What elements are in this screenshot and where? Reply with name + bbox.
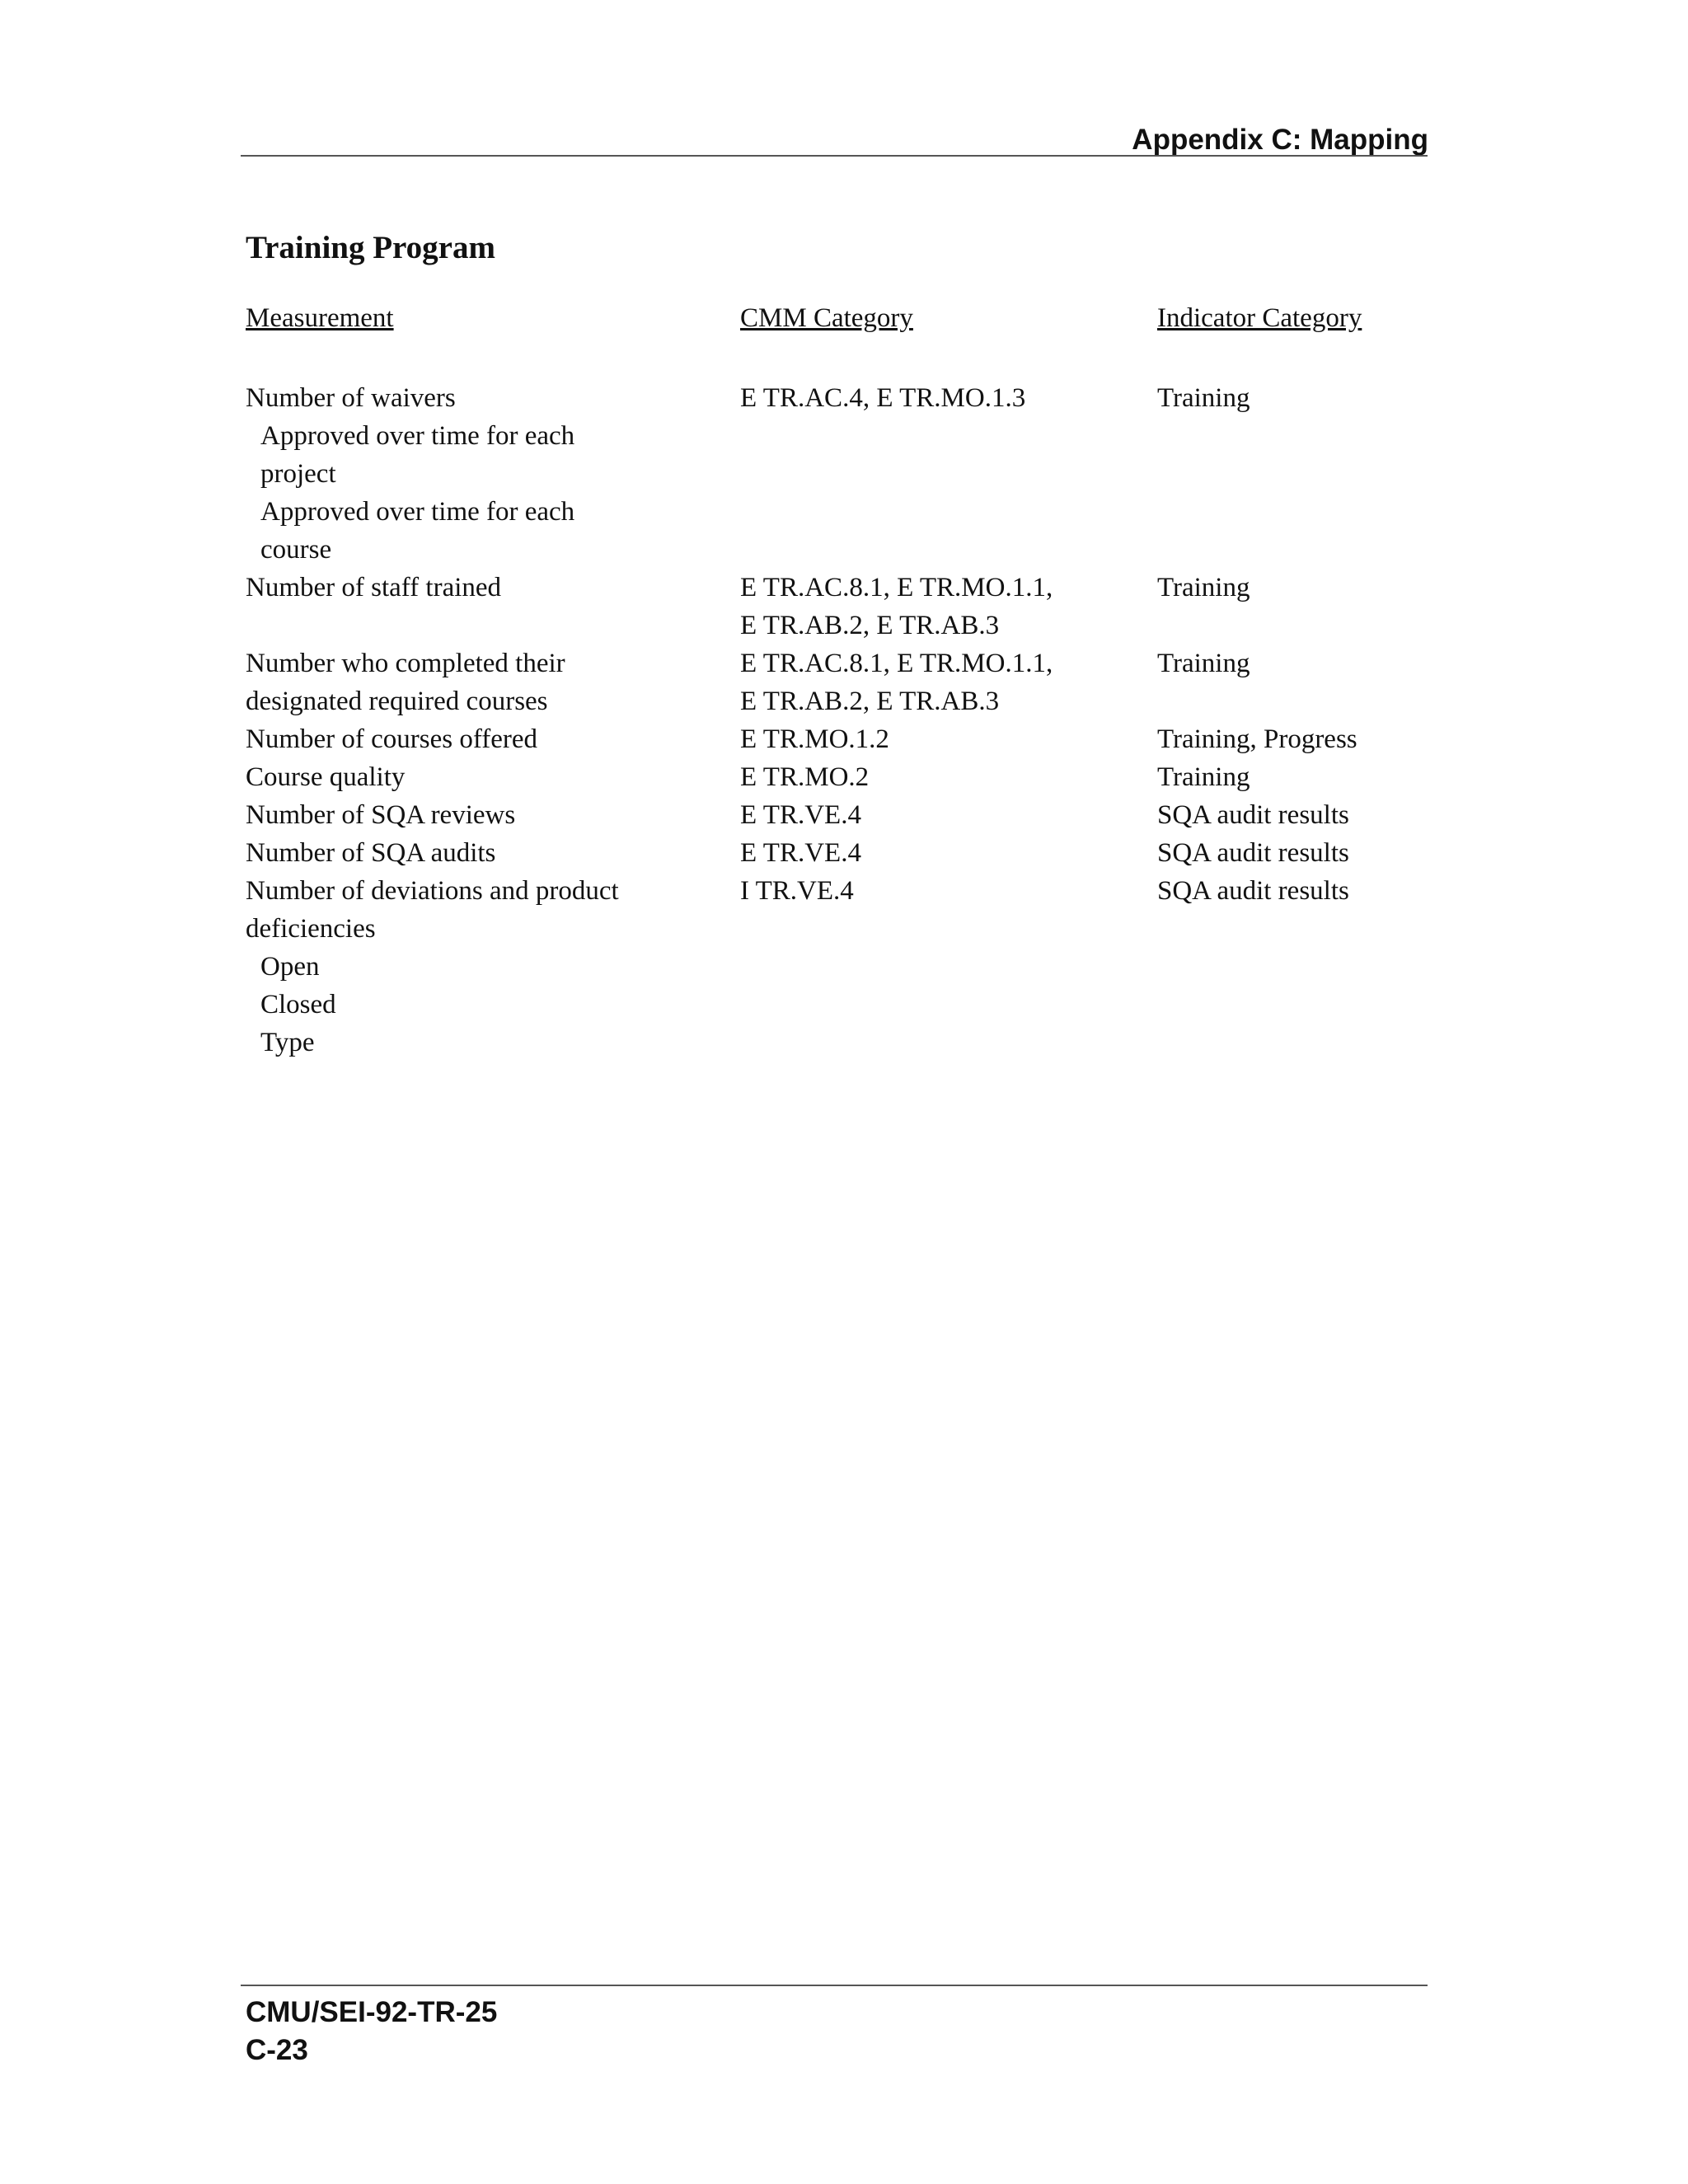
cmm-category-text: E TR.AC.4, E TR.MO.1.3 [740,383,1026,413]
measurement-text: Number of SQA reviews [246,800,516,830]
measurement-subitem: Closed [260,990,336,1019]
indicator-category-text: SQA audit results [1157,838,1349,868]
measurement-subitem: Approved over time for each [260,421,575,451]
column-header-measurement: Measurement [246,303,394,333]
cmm-category-cell [740,872,1157,910]
cmm-category-cell [740,569,1157,644]
measurement-text: Number of SQA audits [246,838,496,868]
cmm-category-cell [740,834,1157,872]
cmm-category-cell [740,796,1157,834]
measurement-cell [246,758,740,796]
cmm-category-text: E TR.AC.8.1, E TR.MO.1.1, [740,573,1053,602]
indicator-category-text: Training [1157,573,1250,602]
cmm-category-cell [740,644,1157,720]
table-row [246,796,1424,834]
indicator-category-cell [1157,834,1424,872]
measurement-cell [246,796,740,834]
cmm-category-text: E TR.MO.2 [740,762,870,792]
table-row [246,379,1424,569]
indicator-category-cell [1157,720,1424,758]
indicator-category-text: SQA audit results [1157,800,1349,830]
table-row [246,834,1424,872]
header-rule [241,155,1428,157]
measurement-text: Number of courses offered [246,724,538,754]
measurement-subitem: course [260,535,332,565]
footer-rule [241,1985,1428,1986]
indicator-category-text: Training [1157,383,1250,413]
column-header-indicator-category: Indicator Category [1157,303,1362,333]
cmm-category-text: E TR.AB.2, E TR.AB.3 [740,611,1000,640]
measurement-text: Number who completed their [246,649,565,678]
measurement-text: deficiencies [246,914,376,944]
footer-document-number: CMU/SEI-92-TR-25 [246,1996,498,2028]
indicator-category-cell [1157,569,1424,607]
indicator-category-text: Training [1157,762,1250,792]
footer-page-number: C-23 [246,2034,308,2066]
measurement-cell [246,872,740,1062]
measurement-text: Number of deviations and product [246,876,619,906]
cmm-category-text: E TR.AB.2, E TR.AB.3 [740,687,1000,716]
indicator-category-cell [1157,644,1424,682]
measurement-cell [246,720,740,758]
table-row [246,758,1424,796]
measurement-subitem: Approved over time for each [260,497,575,527]
cmm-category-text: E TR.VE.4 [740,800,861,830]
table-row [246,569,1424,644]
measurement-cell [246,834,740,872]
table-row [246,720,1424,758]
running-header: Appendix C: Mapping [1132,124,1428,156]
indicator-category-text: SQA audit results [1157,876,1349,906]
cmm-category-text: E TR.MO.1.2 [740,724,889,754]
column-header-cmm-category: CMM Category [740,303,913,333]
indicator-category-text: Training [1157,649,1250,678]
measurement-subitem: Type [260,1028,315,1057]
cmm-category-text: I TR.VE.4 [740,876,854,906]
indicator-category-cell [1157,872,1424,910]
measurement-text: Number of staff trained [246,573,502,602]
measurement-text: designated required courses [246,687,548,716]
measurement-cell [246,379,740,569]
indicator-category-cell [1157,758,1424,796]
measurement-subitem: Open [260,952,320,982]
cmm-category-cell [740,720,1157,758]
measurement-cell [246,569,740,607]
cmm-category-cell [740,379,1157,417]
section-title: Training Program [246,230,495,265]
indicator-category-cell [1157,379,1424,417]
mapping-table-body [246,379,1424,1062]
cmm-category-text: E TR.AC.8.1, E TR.MO.1.1, [740,649,1053,678]
measurement-text: Number of waivers [246,383,456,413]
measurement-subitem: project [260,459,336,489]
cmm-category-text: E TR.VE.4 [740,838,861,868]
measurement-cell [246,644,740,720]
cmm-category-cell [740,758,1157,796]
indicator-category-cell [1157,796,1424,834]
table-row [246,872,1424,1062]
measurement-text: Course quality [246,762,406,792]
indicator-category-text: Training, Progress [1157,724,1357,754]
table-row [246,644,1424,720]
